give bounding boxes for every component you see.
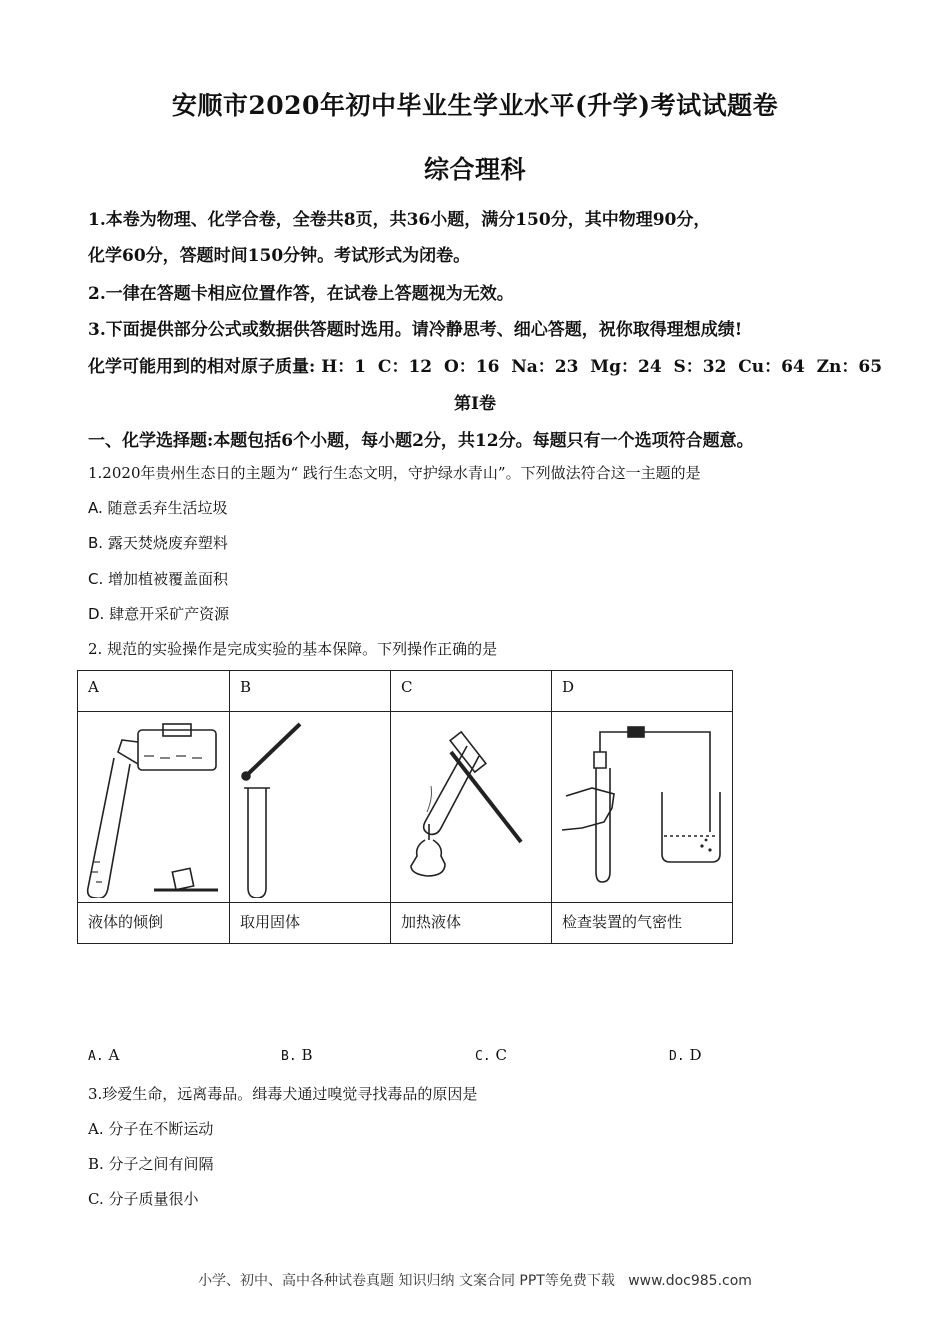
q2-figure-b — [230, 712, 391, 903]
q2-choice-a-letter: A. — [88, 1049, 104, 1064]
q2-choice-b — [281, 1046, 312, 1064]
q2-header-b: B — [230, 671, 391, 712]
q2-figure-a — [78, 712, 230, 903]
q2-choice-c-letter: C. — [475, 1049, 491, 1064]
q2-choice-a — [88, 1046, 119, 1064]
q2-caption-a: 液体的倾倒 — [78, 903, 230, 944]
note-1: 1.本卷为物理、化学合卷，全卷共8页，共36小题，满分150分，其中物理90分， — [88, 210, 711, 230]
q2-choice-d-letter: D. — [669, 1049, 685, 1064]
q3-option-a: A. 分子在不断运动 — [88, 1120, 214, 1138]
taking-solid-illustration — [230, 712, 390, 898]
q3-option-c: C. 分子质量很小 — [88, 1190, 199, 1208]
q2-figure-c — [391, 712, 552, 903]
q2-choice-a-text: A — [108, 1046, 120, 1064]
exam-title: 安顺市2020年初中毕业生学业水平(升学)考试试题卷 — [171, 91, 779, 120]
q1-option-b: B. 露天焚烧废弃塑料 — [88, 534, 228, 552]
q2-choice-c — [475, 1046, 507, 1064]
section-title: 一、化学选择题:本题包括6个小题，每小题2分，共12分。每题只有一个选项符合题意。 — [88, 431, 754, 451]
q2-choice-b-text: B — [301, 1046, 313, 1064]
q2-choice-d-text: D — [689, 1046, 702, 1064]
q2-stem: 2. 规范的实验操作是完成实验的基本保障。下列操作正确的是 — [88, 640, 498, 658]
part-title: 第Ⅰ卷 — [454, 394, 496, 414]
note-3: 3.下面提供部分公式或数据供答题时选用。请冷静思考、细心答题，祝你取得理想成绩! — [88, 320, 743, 340]
note-1-cont: 化学60分，答题时间150分钟。考试形式为闭卷。 — [88, 246, 471, 266]
q3-option-b: B. 分子之间有间隔 — [88, 1155, 214, 1173]
q2-caption-d: 检查装置的气密性 — [552, 903, 733, 944]
q2-caption-b: 取用固体 — [230, 903, 391, 944]
q1-option-c: C. 增加植被覆盖面积 — [88, 570, 229, 588]
page-footer: 小学、初中、高中各种试卷真题 知识归纳 文案合同 PPT等免费下载 www.doc985.com — [198, 1273, 752, 1289]
q1-option-a: A. 随意丢弃生活垃圾 — [88, 499, 228, 517]
q2-choice-c-text: C — [495, 1046, 507, 1064]
airtightness-check-illustration — [552, 712, 732, 898]
q2-figure-d — [552, 712, 733, 903]
q2-header-d: D — [552, 671, 733, 712]
q3-stem: 3.珍爱生命，远离毒品。缉毒犬通过嗅觉寻找毒品的原因是 — [88, 1085, 478, 1103]
q1-option-d: D. 肆意开采矿产资源 — [88, 605, 230, 623]
exam-subtitle: 综合理科 — [423, 155, 526, 184]
heating-liquid-illustration — [391, 712, 551, 898]
pouring-liquid-illustration — [78, 712, 229, 898]
q2-choice-d — [669, 1046, 701, 1064]
note-2: 2.一律在答题卡相应位置作答，在试卷上答题视为无效。 — [88, 284, 514, 304]
atomic-masses: 化学可能用到的相对原子质量: H：1 C：12 O：16 Na：23 Mg：24 S：32 Cu：64 Zn：65 — [88, 357, 883, 377]
q2-header-c: C — [391, 671, 552, 712]
q1-stem: 1.2020年贵州生态日的主题为“ 践行生态文明，守护绿水青山”。下列做法符合这一主题的是 — [88, 464, 701, 482]
q2-caption-c: 加热液体 — [391, 903, 552, 944]
q2-choice-b-letter: B. — [281, 1049, 297, 1064]
q2-table — [77, 670, 733, 944]
q2-header-a: A — [78, 671, 230, 712]
